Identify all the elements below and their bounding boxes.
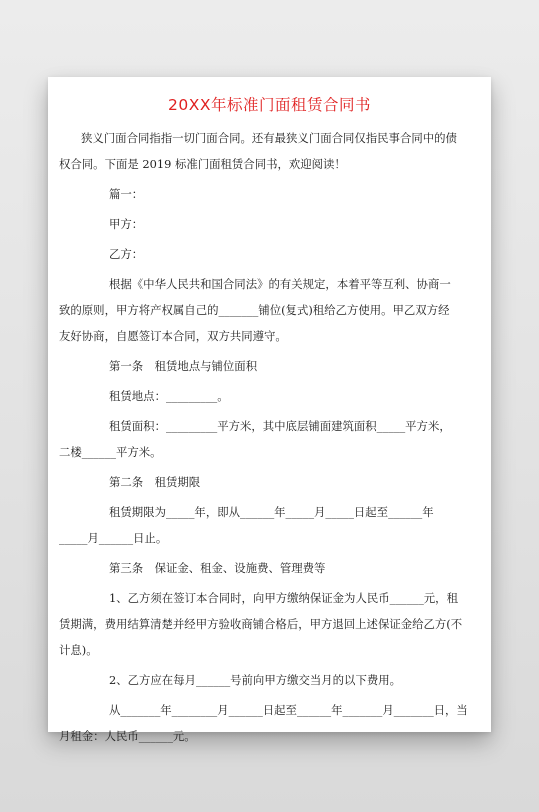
article-3-heading: 第三条 保证金、租金、设施费、管理费等 — [109, 561, 326, 575]
clause-2: 2、乙方应在每月______号前向甲方缴交当月的以下费用。 — [109, 673, 402, 687]
document-body — [59, 125, 485, 753]
paragraph-basis-line-2: 致的原则，甲方将产权属自己的_______铺位(复式)租给乙方使用。甲乙双方经 — [59, 303, 450, 317]
party-b-label: 乙方： — [109, 247, 144, 261]
contract-document — [48, 77, 491, 743]
clause-1-line-3: 计息)。 — [59, 643, 98, 657]
rental-area-line-2: 二楼______平方米。 — [59, 445, 162, 459]
paragraph-intro-line-1: 狭义门面合同指指一切门面合同。还有最狭义门面合同仅指民事合同中的债 — [81, 131, 457, 145]
paragraph-basis-line-3: 友好协商，自愿签订本合同，双方共同遵守。 — [59, 329, 287, 343]
document-title: 20XX年标准门面租赁合同书 — [168, 96, 371, 114]
paragraph-intro-line-2: 权合同。下面是 2019 标准门面租赁合同书，欢迎阅读！ — [59, 157, 346, 171]
rent-period-line-2: 月租金：人民币______元。 — [59, 729, 196, 743]
paragraph-basis-line-1: 根据《中华人民共和国合同法》的有关规定，本着平等互利、协商一 — [109, 277, 451, 291]
rent-period-line-1: 从_______年________月______日起至______年_______月_______日，当 — [109, 703, 468, 717]
rental-location: 租赁地点：_________。 — [109, 389, 229, 403]
rental-area-line-1: 租赁面积：_________平方米，其中底层铺面建筑面积_____平方米， — [109, 419, 451, 433]
article-1-heading: 第一条 租赁地点与铺位面积 — [109, 359, 258, 373]
section-heading-part-one: 篇一： — [109, 187, 144, 201]
clause-1-line-1: 1、乙方须在签订本合同时，向甲方缴纳保证金为人民币______元，租 — [109, 591, 458, 605]
article-2-heading: 第二条 租赁期限 — [109, 475, 201, 489]
rental-period-line-1: 租赁期限为_____年，即从______年_____月_____日起至______年 — [109, 505, 434, 519]
rental-period-line-2: _____月______日止。 — [59, 531, 168, 545]
party-a-label: 甲方： — [109, 217, 144, 231]
clause-1-line-2: 赁期满，费用结算清楚并经甲方验收商铺合格后，甲方退回上述保证金给乙方(不 — [59, 617, 463, 631]
